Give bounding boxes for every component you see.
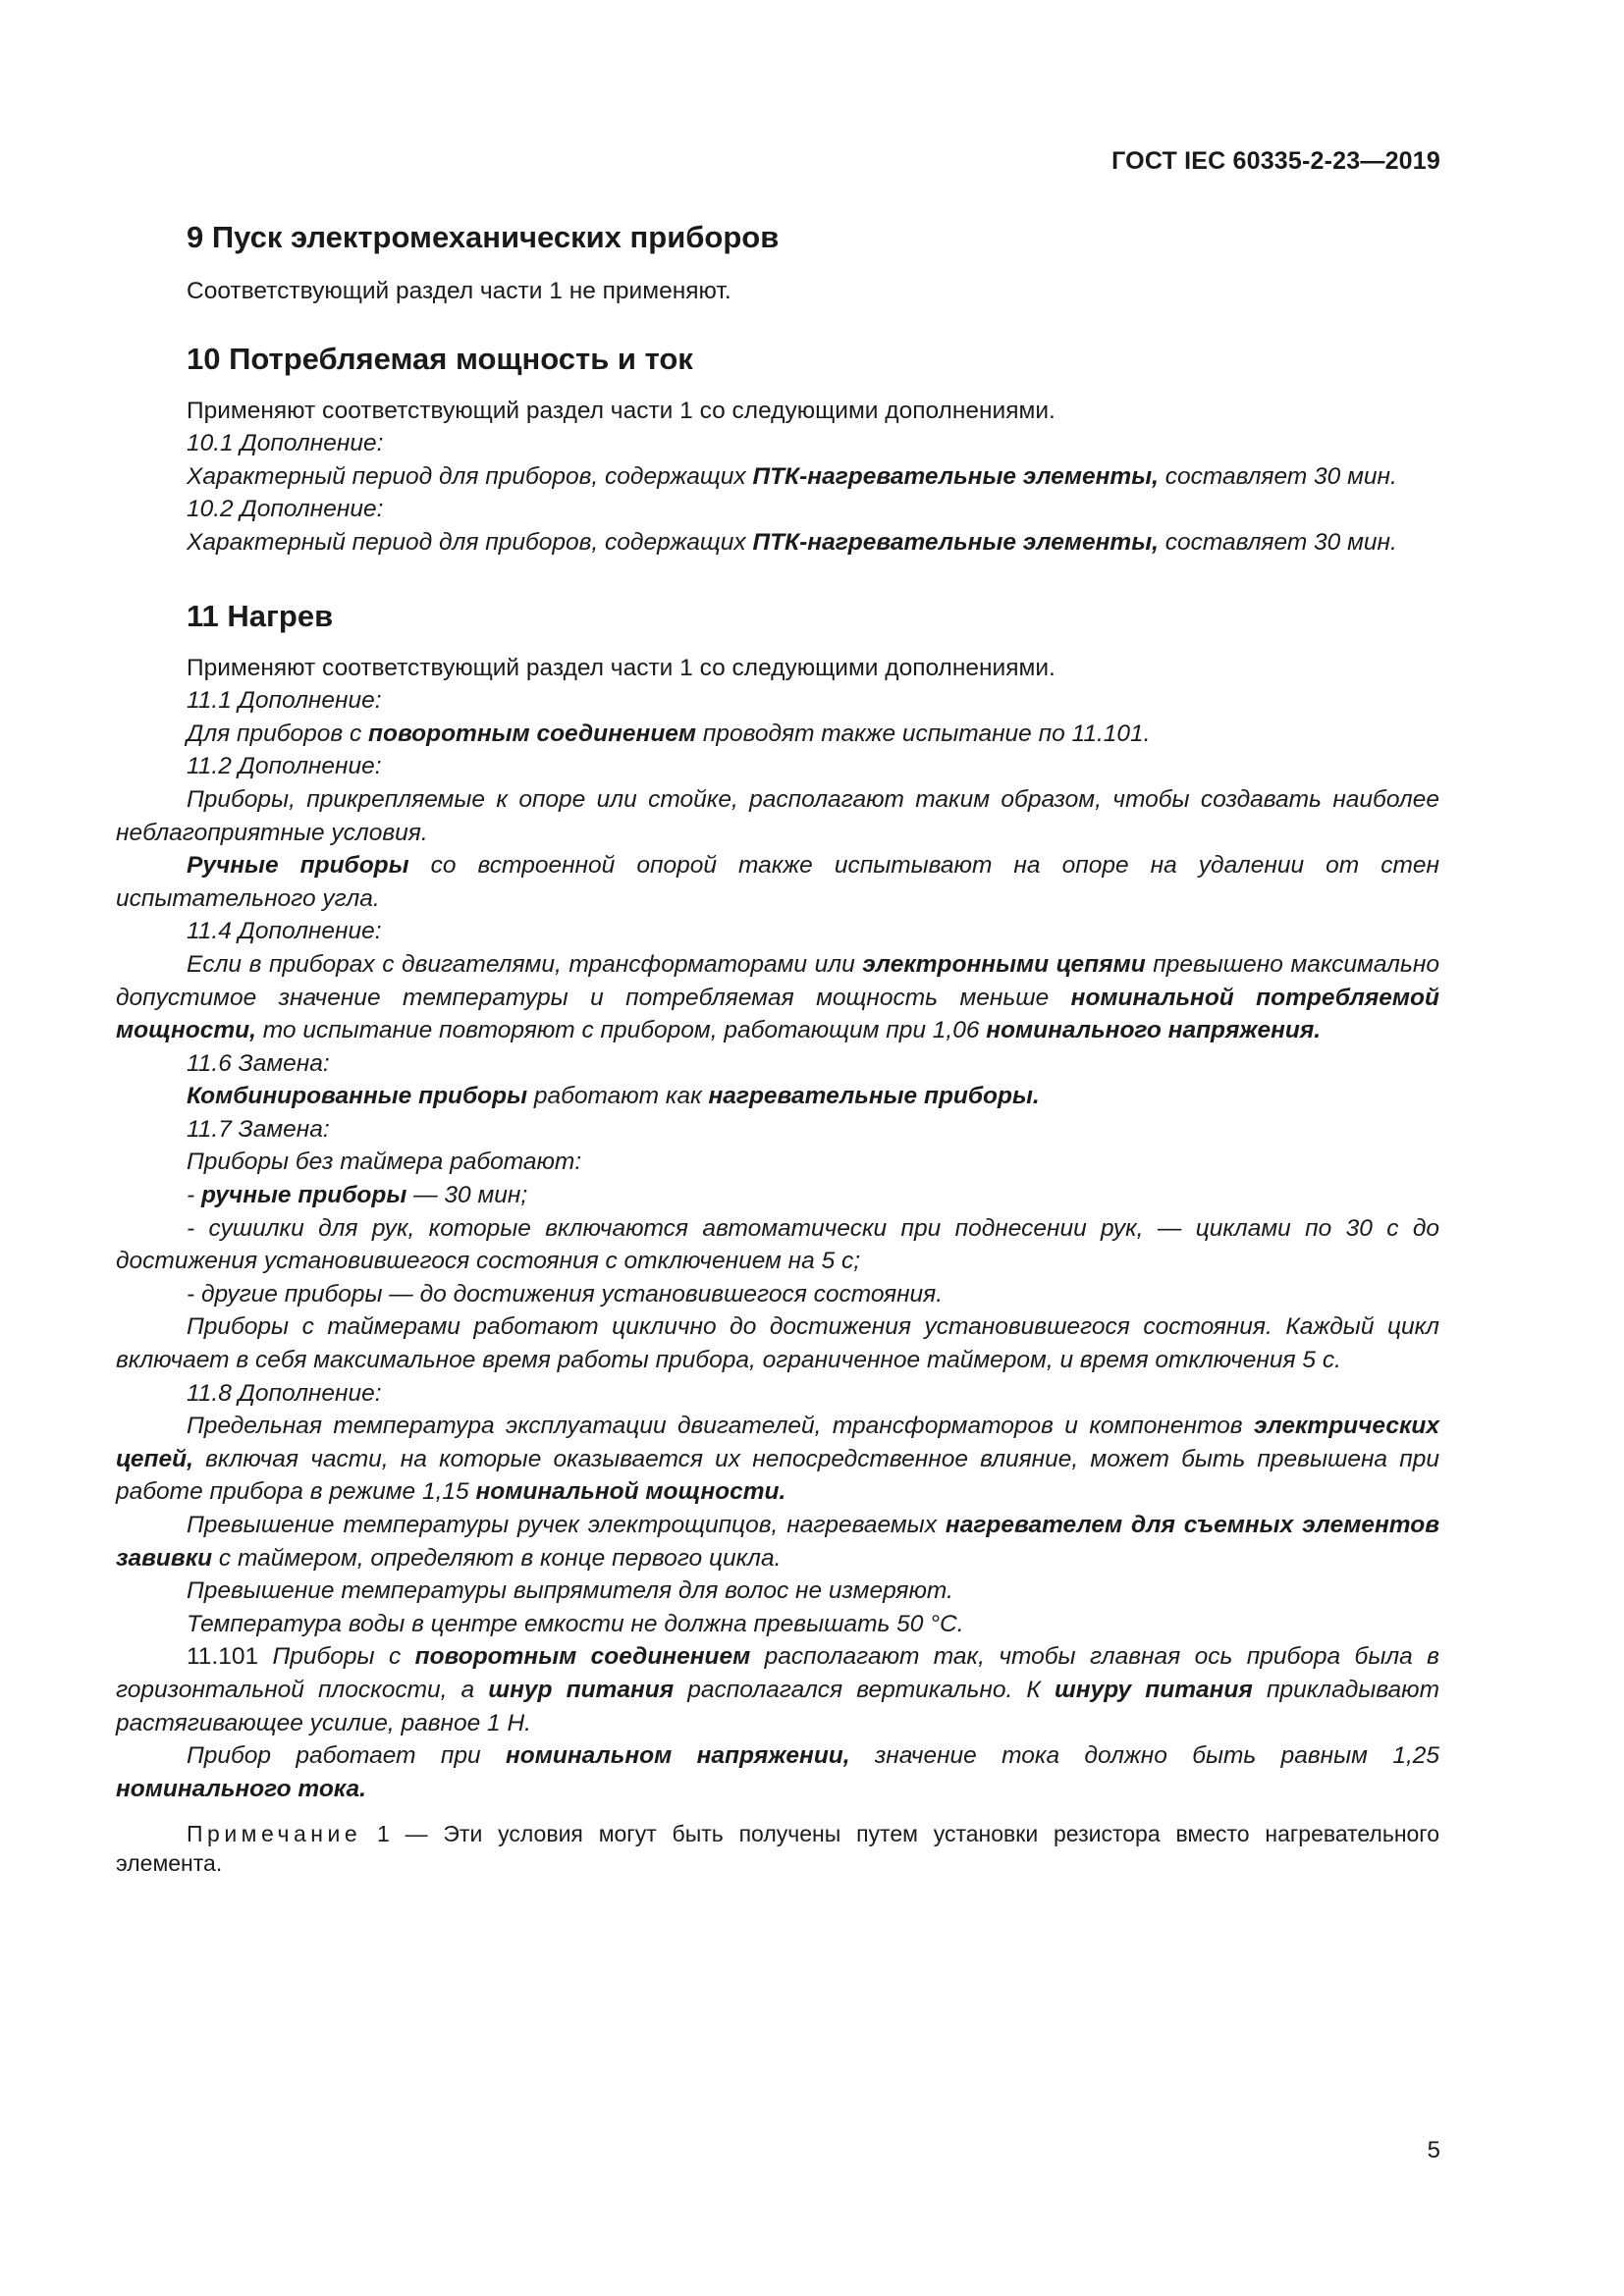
clause-11-6-text: Комбинированные приборы работают как нагревательные приборы. bbox=[187, 1083, 1040, 1110]
clause-10-2-text: Характерный период для приборов, содержащих ПТК-нагревательные элементы, составляет 30 мин. bbox=[187, 528, 1397, 556]
section-9-title: 9 Пуск электромеханических приборов bbox=[187, 220, 780, 254]
clause-11-7-text-2: Приборы с таймерами работают циклично до достижения установившегося состояния. Каждый цикл включает в себя максимальное время работы прибора, ограниченное таймером, и время отключения 5 с. bbox=[116, 1313, 1439, 1374]
clause-11-1-text: Для приборов с поворотным соединением проводят также испытание по 11.101. bbox=[187, 720, 1151, 747]
clause-11-8-heading: 11.8 Дополнение: bbox=[187, 1379, 382, 1407]
clause-11-6-heading: 11.6 Замена: bbox=[187, 1049, 330, 1077]
clause-11-4-text: Если в приборах с двигателями, трансформаторами или электронными цепями превышено максимально допустимое значение температуры и потребляемая мощность меньше номинальной потребляемой мощности, то испытание повторяют с прибором, работающим при 1,06 номинального напряжения. bbox=[116, 950, 1439, 1044]
clause-11-7-heading: 11.7 Замена: bbox=[187, 1115, 330, 1143]
section-11-title: 11 Нагрев bbox=[187, 598, 334, 633]
clause-10-1-heading: 10.1 Дополнение: bbox=[187, 430, 384, 457]
list-item: - другие приборы — до достижения установившегося состояния. bbox=[187, 1280, 944, 1308]
note-label: Примечание bbox=[187, 1821, 362, 1847]
clause-11-8-text: Предельная температура эксплуатации двигателей, трансформаторов и компонентов электрических цепей, включая части, на которые оказывается их непосредственное влияние, может быть превышена при работе прибора в режиме 1,15 номинальной мощности. bbox=[116, 1413, 1439, 1506]
page-content bbox=[116, 218, 1439, 1878]
section-10-intro: Применяют соответствующий раздел части 1 со следующими дополнениями. bbox=[187, 397, 1056, 424]
clause-11-2-text: Приборы, прикрепляемые к опоре или стойке, располагают таким образом, чтобы создавать наиболее неблагоприятные условия. bbox=[116, 785, 1439, 846]
clause-10-1-text: Характерный период для приборов, содержащих ПТК-нагревательные элементы, составляет 30 мин. bbox=[187, 462, 1397, 490]
clause-11-2-text-2: Ручные приборы со встроенной опорой также испытывают на опоре на удалении от стен испытательного угла. bbox=[116, 852, 1440, 912]
note: Примечание 1 — Эти условия могут быть получены путем установки резистора вместо нагревательного элемента. bbox=[116, 1821, 1439, 1877]
clause-11-4-heading: 11.4 Дополнение: bbox=[187, 918, 382, 945]
clause-11-101-text-2: Прибор работает при номинальном напряжении, значение тока должно быть равным 1,25 номинального тока. bbox=[116, 1742, 1440, 1802]
clause-11-8-text-3: Превышение температуры выпрямителя для волос не измеряют. bbox=[187, 1577, 953, 1605]
list-item: - сушилки для рук, которые включаются автоматически при поднесении рук, — циклами по 30 с до достижения установившегося состояния с отключением на 5 с; bbox=[116, 1214, 1439, 1275]
page-number: 5 bbox=[1427, 2137, 1440, 2163]
clause-11-2-heading: 11.2 Дополнение: bbox=[187, 753, 382, 780]
clause-11-8-text-4: Температура воды в центре емкости не должна превышать 50 °С. bbox=[187, 1610, 964, 1637]
section-9-text: Соответствующий раздел части 1 не применяют. bbox=[187, 278, 731, 304]
standard-designation: ГОСТ IEC 60335-2-23—2019 bbox=[1111, 147, 1440, 175]
clause-11-7-text: Приборы без таймера работают: bbox=[187, 1148, 582, 1176]
clause-10-2-heading: 10.2 Дополнение: bbox=[187, 496, 384, 523]
clause-11-1-heading: 11.1 Дополнение: bbox=[187, 687, 382, 715]
section-10-title: 10 Потребляемая мощность и ток bbox=[187, 341, 693, 376]
clause-11-8-text-2: Превышение температуры ручек электрощипцов, нагреваемых нагревателем для съемных элементов завивки с таймером, определяют в конце первого цикла. bbox=[116, 1512, 1439, 1572]
section-11-intro: Применяют соответствующий раздел части 1 со следующими дополнениями. bbox=[187, 654, 1056, 681]
list-item: - ручные приборы — 30 мин; bbox=[187, 1182, 528, 1209]
clause-11-101-text: 11.101 Приборы с поворотным соединением располагают так, чтобы главная ось прибора была в горизонтальной плоскости, а шнур питания располагался вертикально. К шнуру питания прикладывают растягивающее усилие, равное 1 Н. bbox=[116, 1643, 1439, 1736]
